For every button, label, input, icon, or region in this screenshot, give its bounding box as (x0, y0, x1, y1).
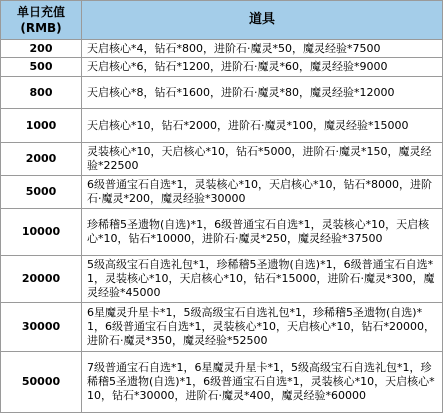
amount-cell: 500 (1, 58, 82, 77)
header-row (1, 1, 443, 40)
amount-cell: 5000 (1, 176, 82, 209)
table-row (1, 209, 443, 256)
items-cell: 天启核心*6，钻石*1200，进阶石·魔灵*60，魔灵经验*9000 (82, 58, 443, 77)
items-cell: 6星魔灵升星卡*1，5级高级宝石自选礼包*1，珍稀稽5圣遗物(自选)*1，6级普通宝石自选*1，灵装核心*10，天启核心*10，钻石*20000，进阶石·魔灵*350，魔灵经验*52500 (82, 303, 443, 352)
amount-cell: 30000 (1, 303, 82, 352)
amount-cell: 200 (1, 40, 82, 58)
items-cell: 灵装核心*10，天启核心*10，钻石*5000，进阶石·魔灵*150，魔灵经验*22500 (82, 143, 443, 176)
table-row (1, 109, 443, 143)
table-row (1, 176, 443, 209)
amount-cell: 2000 (1, 143, 82, 176)
table-row (1, 77, 443, 109)
header-amount-line2: (RMB) (20, 21, 62, 35)
items-cell: 6级普通宝石自选*1，灵装核心*10，天启核心*10，钻石*8000，进阶石·魔灵*200，魔灵经验*30000 (82, 176, 443, 209)
amount-cell: 20000 (1, 256, 82, 303)
table-header (1, 1, 443, 40)
table-body (1, 40, 443, 413)
items-cell: 5级高级宝石自选礼包*1，珍稀稽5圣遗物(自选)*1，6级普通宝石自选*1，灵装核心*10，天启核心*10，钻石*15000，进阶石·魔灵*300，魔灵经验*45000 (82, 256, 443, 303)
items-cell: 珍稀稽5圣遗物(自选)*1，6级普通宝石自选*1，灵装核心*10，天启核心*10，钻石*10000，进阶石·魔灵*250，魔灵经验*37500 (82, 209, 443, 256)
items-cell: 7级普通宝石自选*1，6星魔灵升星卡*1，5级高级宝石自选礼包*1，珍稀稽5圣遗物(自选)*1，6级普通宝石自选*1，灵装核心*10，天启核心*10，钻石*30000，进阶石·魔灵*400，魔灵经验*60000 (82, 352, 443, 413)
header-amount-line1: 单日充值 (16, 5, 65, 19)
items-cell: 天启核心*8，钻石*1600，进阶石·魔灵*80，魔灵经验*12000 (82, 77, 443, 109)
header-items: 道具 (82, 1, 443, 40)
table-row (1, 352, 443, 413)
table-row (1, 256, 443, 303)
items-cell: 天启核心*10，钻石*2000，进阶石·魔灵*100，魔灵经验*15000 (82, 109, 443, 143)
table-row (1, 303, 443, 352)
table-row (1, 40, 443, 58)
items-cell: 天启核心*4，钻石*800，进阶石·魔灵*50，魔灵经验*7500 (82, 40, 443, 58)
amount-cell: 50000 (1, 352, 82, 413)
header-amount (1, 1, 82, 40)
amount-cell: 800 (1, 77, 82, 109)
table-row (1, 143, 443, 176)
table-row (1, 58, 443, 77)
amount-cell: 1000 (1, 109, 82, 143)
amount-cell: 10000 (1, 209, 82, 256)
